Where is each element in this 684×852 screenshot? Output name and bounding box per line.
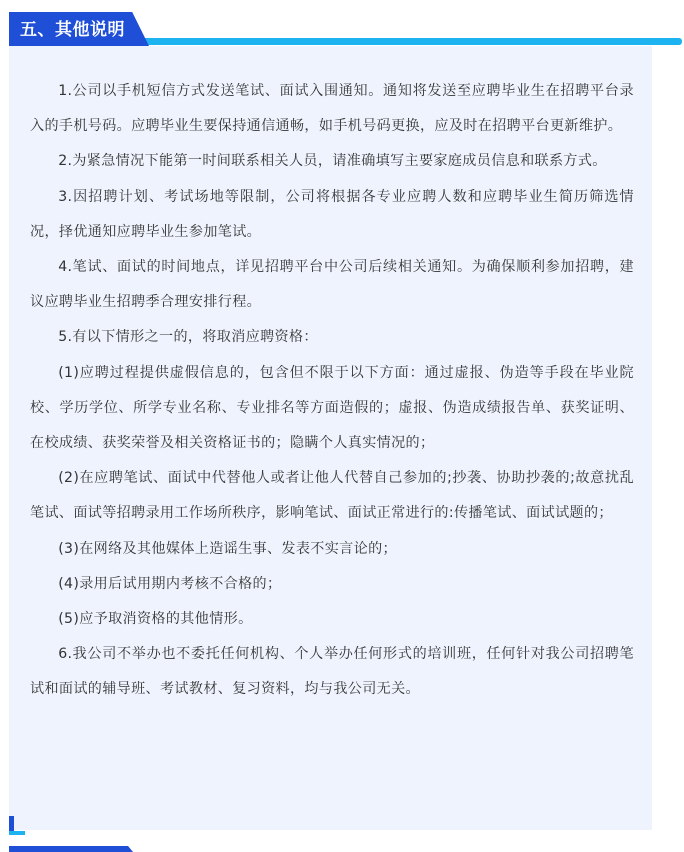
paragraph-disqualification: 5.有以下情形之一的，将取消应聘资格： bbox=[58, 329, 318, 346]
paragraph-notice-sms: 1.公司以手机短信方式发送笔试、面试入围通知。通知将发送至应聘毕业生在招聘平台录入的手机号码。应聘毕业生要保持通信通畅，如手机号码更换，应及时在招聘平台更新维护。 bbox=[30, 83, 634, 135]
notes-body bbox=[30, 74, 634, 708]
paragraph-item-3: (3)在网络及其他媒体上造谣生事、发表不实言论的； bbox=[58, 540, 397, 557]
paragraph-item-2: (2)在应聘笔试、面试中代替他人或者让他人代替自己参加的;抄袭、协助抄袭的;故意扰乱笔试、面试等招聘录用工作场所秩序，影响笔试、面试正常进行的:传播笔试、面试试题的； bbox=[30, 470, 634, 522]
paragraph-item-1: (1)应聘过程提供虚假信息的，包含但不限于以下方面：通过虚报、伪造等手段在毕业院校、学历学位、所学专业名称、专业排名等方面造假的；虚报、伪造成绩报告单、获奖证明、在校成绩、获奖荣誉及相关资格证书的；隐瞒个人真实情况的； bbox=[30, 364, 634, 452]
bottom-corner-tick bbox=[9, 831, 25, 835]
paragraph-item-4: (4)录用后试用期内考核不合格的； bbox=[58, 575, 282, 592]
header-accent-line bbox=[140, 38, 682, 45]
content-panel bbox=[9, 46, 652, 830]
paragraph-schedule: 4.笔试、面试的时间地点，详见招聘平台中公司后续相关通知。为确保顺利参加招聘，建议应聘毕业生招聘季合理安排行程。 bbox=[30, 259, 634, 311]
paragraph-family-contact: 2.为紧急情况下能第一时间联系相关人员，请准确填写主要家庭成员信息和联系方式。 bbox=[58, 153, 607, 170]
next-section-tab bbox=[9, 846, 133, 852]
paragraph-item-5: (5)应予取消资格的其他情形。 bbox=[58, 611, 253, 628]
section-header bbox=[0, 0, 684, 48]
paragraph-selection: 3.因招聘计划、考试场地等限制，公司将根据各专业应聘人数和应聘毕业生简历筛选情况，择优通知应聘毕业生参加笔试。 bbox=[30, 188, 634, 240]
paragraph-training-disclaimer: 6.我公司不举办也不委托任何机构、个人举办任何形式的培训班，任何针对我公司招聘笔试和面试的辅导班、考试教材、复习资料，均与我公司无关。 bbox=[30, 646, 634, 698]
section-title: 五、其他说明 bbox=[20, 20, 125, 40]
